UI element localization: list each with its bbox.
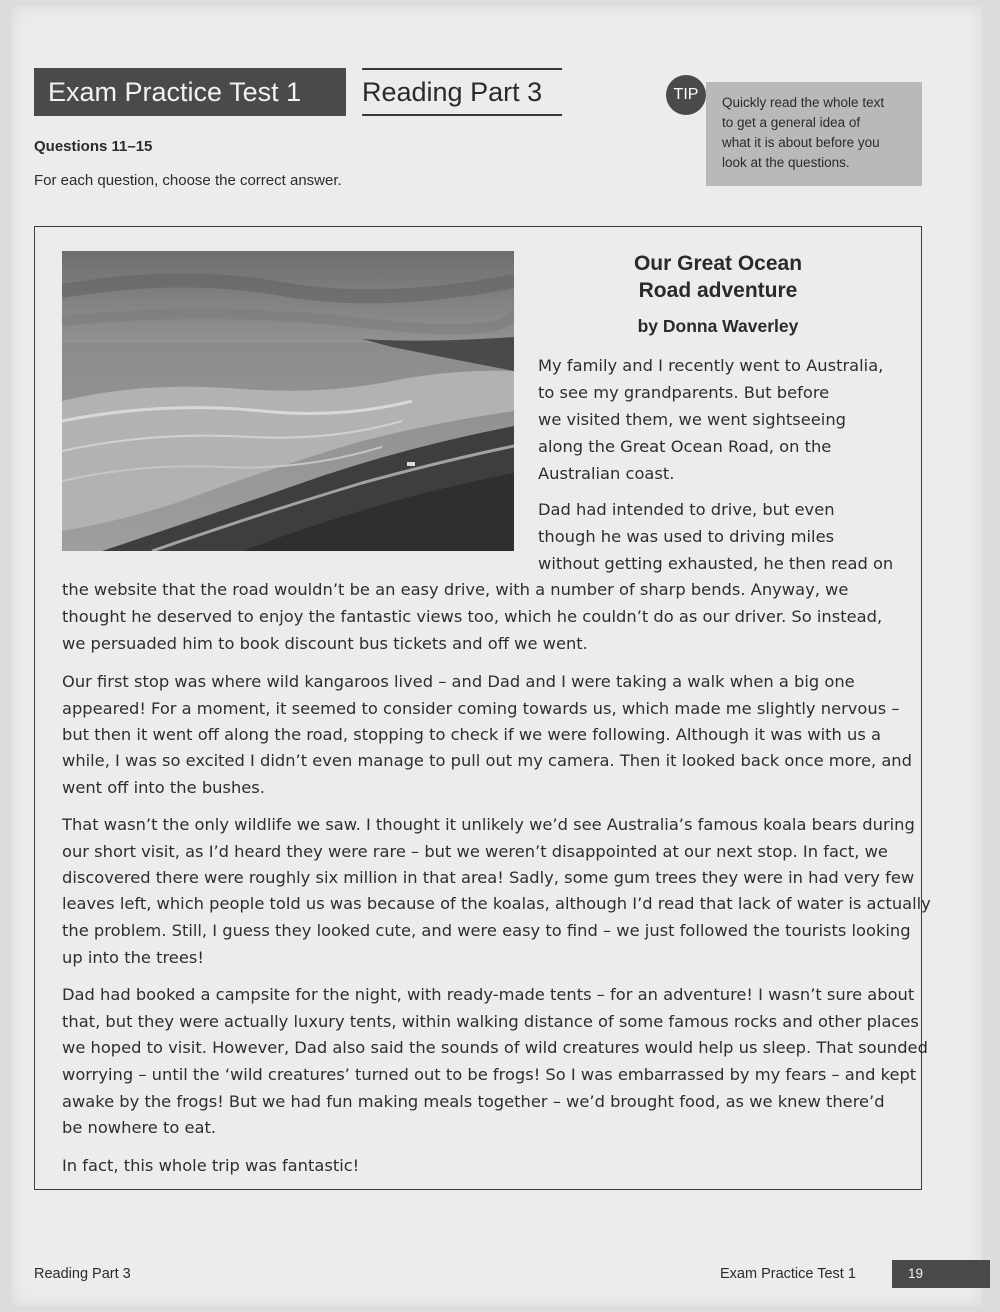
article-line: appeared! For a moment, it seemed to consider coming towards us, which made me slightly nervous – xyxy=(62,699,900,718)
tip-line: look at the questions. xyxy=(722,155,850,170)
article-line: Australian coast. xyxy=(538,464,675,483)
article-line: That wasn’t the only wildlife we saw. I thought it unlikely we’d see Australia’s famous koala bears during xyxy=(62,815,915,834)
tip-line: Quickly read the whole text xyxy=(722,95,885,110)
instruction-text: For each question, choose the correct answer. xyxy=(34,172,342,189)
test-title: Exam Practice Test 1 xyxy=(34,68,346,116)
article-line: Dad had intended to drive, but even xyxy=(538,500,835,519)
article-title-line: Our Great Ocean xyxy=(633,252,803,275)
footer-test-label: Exam Practice Test 1 xyxy=(720,1266,856,1282)
article-line: went off into the bushes. xyxy=(62,778,265,797)
coastal-road-illustration xyxy=(62,251,514,551)
article-line: we visited them, we went sightseeing xyxy=(538,410,846,429)
article-title-line: Road adventure xyxy=(638,279,798,302)
article-line: In fact, this whole trip was fantastic! xyxy=(62,1156,360,1175)
article-line: though he was used to driving miles xyxy=(538,527,835,546)
article-line: while, I was so excited I didn’t even manage to pull out my camera. Then it looked back once more, and xyxy=(62,751,912,770)
article-line: but then it went off along the road, stopping to check if we were following. Although it was with us a xyxy=(62,725,881,744)
tip-badge: TIP xyxy=(666,75,706,115)
article-line: be nowhere to eat. xyxy=(62,1118,217,1137)
article-line: Our first stop was where wild kangaroos lived – and Dad and I were taking a walk when a big one xyxy=(62,672,855,691)
section-title: Reading Part 3 xyxy=(362,68,562,116)
article-byline: by Donna Waverley xyxy=(637,316,799,336)
article-line: up into the trees! xyxy=(62,948,204,967)
questions-heading: Questions 11–15 xyxy=(34,138,153,155)
tip-line: what it is about before you xyxy=(722,135,880,150)
article-line: the problem. Still, I guess they looked cute, and were easy to find – we just followed the tourists looking xyxy=(62,921,911,940)
article-line: along the Great Ocean Road, on the xyxy=(538,437,832,456)
article-line: My family and I recently went to Australia, xyxy=(538,356,884,375)
article-line: discovered there were roughly six million in that area! Sadly, some gum trees they were in had very few xyxy=(62,868,915,887)
article-line: we persuaded him to book discount bus tickets and off we went. xyxy=(62,634,588,653)
article-line: leaves left, which people told us was because of the koalas, although I’d read that lack of water is actually xyxy=(62,894,931,913)
article-line: the website that the road wouldn’t be an easy drive, with a number of sharp bends. Anyway, we xyxy=(62,580,849,599)
footer-section-label: Reading Part 3 xyxy=(34,1266,131,1282)
article-line: our short visit, as I’d heard they were rare – but we weren’t disappointed at our next stop. In fact, we xyxy=(62,842,888,861)
article-line: that, but they were actually luxury tents, within walking distance of some famous rocks and other places xyxy=(62,1012,919,1031)
article-line: worrying – until the ‘wild creatures’ turned out to be frogs! So I was embarrassed by my fears – and kept xyxy=(62,1065,917,1084)
article-line: thought he deserved to enjoy the fantastic views too, which he couldn’t do as our driver. So instead, xyxy=(62,607,883,626)
article-title xyxy=(598,250,838,304)
article-line: without getting exhausted, he then read on xyxy=(538,554,894,573)
article-line: Dad had booked a campsite for the night, with ready-made tents – for an adventure! I wasn’t sure about xyxy=(62,985,915,1004)
page-number: 19 xyxy=(892,1260,990,1288)
article-line: to see my grandparents. But before xyxy=(538,383,830,402)
tip-box xyxy=(706,82,922,186)
tip-line: to get a general idea of xyxy=(722,115,861,130)
article-line: awake by the frogs! But we had fun making meals together – we’d brought food, as we knew there’d xyxy=(62,1092,885,1111)
article-line: we hoped to visit. However, Dad also said the sounds of wild creatures would help us sleep. That sounded xyxy=(62,1038,928,1057)
coastal-road-photo xyxy=(62,251,514,551)
